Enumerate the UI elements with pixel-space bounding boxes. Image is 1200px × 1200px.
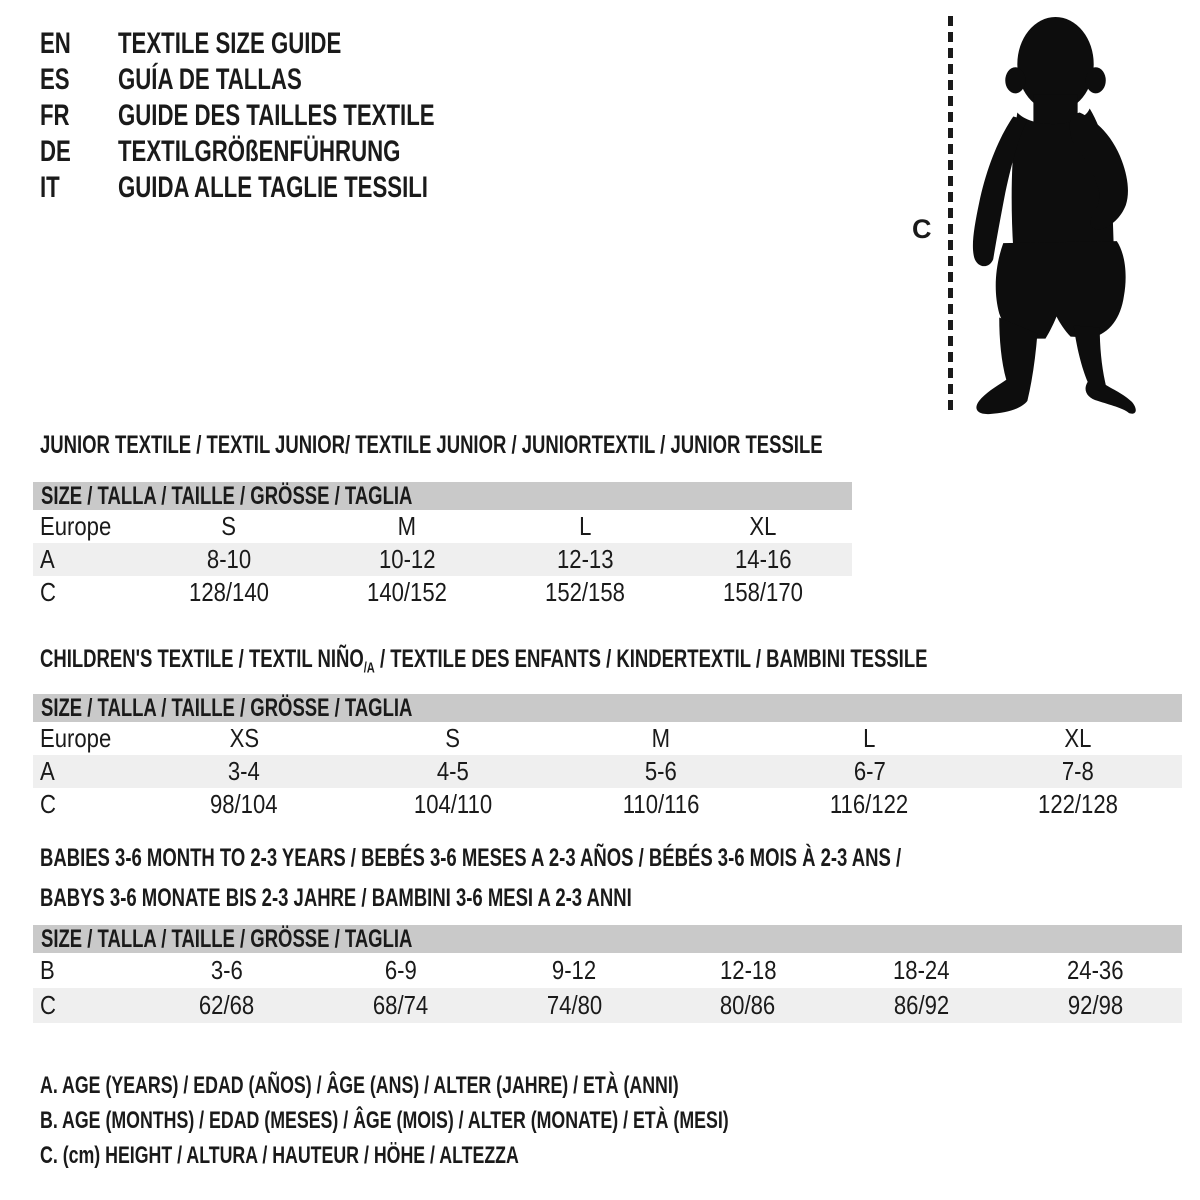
size-cell: M: [651, 723, 671, 753]
lang-title: TEXTILGRÖßENFÜHRUNG: [118, 135, 401, 168]
row-label: A: [40, 544, 55, 574]
legend-line-a: A. AGE (YEARS) / EDAD (AÑOS) / ÂGE (ANS) / ALTER (JAHRE) / ETÀ (ANNI): [40, 1071, 679, 1099]
size-cell: 104/110: [413, 789, 492, 819]
size-cell: 24-36: [1066, 955, 1124, 985]
size-cell: 3-6: [210, 955, 243, 985]
lang-code: DE: [40, 135, 71, 168]
size-cell: 6-9: [384, 955, 417, 985]
size-cell: 10-12: [378, 544, 436, 574]
size-cell: 92/98: [1067, 990, 1123, 1020]
babies-section-title-line1: BABIES 3-6 MONTH TO 2-3 YEARS / BEBÉS 3-6 MESES A 2-3 AÑOS / BÉBÉS 3-6 MOIS À 2-3 ANS /: [40, 844, 902, 872]
size-cell: 7-8: [1061, 756, 1094, 786]
size-cell: 80/86: [720, 990, 776, 1020]
size-cell: M: [397, 511, 417, 541]
size-cell: 116/122: [830, 789, 909, 819]
size-header-band: SIZE / TALLA / TAILLE / GRÖSSE / TAGLIA: [33, 482, 852, 510]
children-size-table: [33, 694, 1182, 821]
size-cell: L: [578, 511, 592, 541]
lang-title: TEXTILE SIZE GUIDE: [118, 27, 342, 60]
lang-row-en: [40, 26, 546, 62]
size-cell: 9-12: [552, 955, 597, 985]
legend-line-c: C. (cm) HEIGHT / ALTURA / HAUTEUR / HÖHE / ALTEZZA: [40, 1141, 519, 1169]
size-cell: 128/140: [189, 577, 269, 607]
size-cell: S: [445, 723, 460, 753]
lang-code: EN: [40, 27, 71, 60]
size-cell: L: [863, 723, 876, 753]
size-cell: S: [221, 511, 237, 541]
toddler-silhouette-icon: [968, 16, 1136, 418]
size-cell: 3-4: [228, 756, 261, 786]
measurement-legend: [40, 1068, 971, 1173]
row-label: C: [40, 990, 56, 1020]
size-header-band: SIZE / TALLA / TAILLE / GRÖSSE / TAGLIA: [33, 694, 1182, 722]
size-cell: 14-16: [734, 544, 792, 574]
height-measure-label: C: [912, 214, 932, 244]
babies-section-title-line2: BABYS 3-6 MONATE BIS 2-3 JAHRE / BAMBINI 3-6 MESI A 2-3 ANNI: [40, 884, 632, 912]
lang-title: GUIDE DES TAILLES TEXTILE: [118, 99, 435, 132]
children-section-title: CHILDREN'S TEXTILE / TEXTIL $NIÑO_{/A}$ / TEXTILE DES ENFANTS / KINDERTEXTIL / BAMBINI TESSILE: [40, 645, 928, 677]
size-cell: XL: [749, 511, 777, 541]
table-row: [33, 543, 852, 576]
row-label: A: [40, 756, 55, 786]
size-cell: 98/104: [210, 789, 279, 819]
table-row: [33, 576, 852, 609]
row-label: Europe: [40, 723, 112, 753]
size-cell: 4-5: [436, 756, 469, 786]
size-cell: 86/92: [893, 990, 950, 1020]
lang-row-fr: [40, 98, 546, 134]
size-cell: 18-24: [893, 955, 950, 985]
size-cell: 122/128: [1037, 789, 1118, 819]
size-cell: 12-13: [556, 544, 614, 574]
table-row: [33, 953, 1182, 988]
junior-size-table: [33, 482, 852, 609]
size-cell: 68/74: [372, 990, 429, 1020]
lang-code: FR: [40, 99, 70, 132]
height-dashed-line: [948, 16, 953, 416]
row-label: C: [40, 789, 56, 819]
lang-row-es: [40, 62, 546, 98]
lang-row-it: [40, 170, 546, 206]
size-cell: 158/170: [723, 577, 803, 607]
size-header-band: SIZE / TALLA / TAILLE / GRÖSSE / TAGLIA: [33, 925, 1182, 953]
table-row: [33, 510, 852, 543]
size-cell: 74/80: [546, 990, 602, 1020]
size-cell: 8-10: [206, 544, 252, 574]
table-row: [33, 988, 1182, 1023]
size-cell: 5-6: [645, 756, 677, 786]
row-label: C: [40, 577, 56, 607]
table-row: [33, 755, 1182, 788]
row-label: B: [40, 955, 55, 985]
language-title-list: [40, 26, 546, 206]
lang-code: ES: [40, 63, 70, 96]
table-row: [33, 722, 1182, 755]
nino-a-subscript: /A: [363, 659, 375, 677]
table-row: [33, 788, 1182, 821]
lang-title: GUÍA DE TALLAS: [118, 63, 302, 96]
lang-code: IT: [40, 171, 60, 204]
size-cell: 6-7: [853, 756, 886, 786]
size-cell: XL: [1064, 723, 1092, 753]
junior-section-title: JUNIOR TEXTILE / TEXTIL JUNIOR/ TEXTILE JUNIOR / JUNIORTEXTIL / JUNIOR TESSILE: [40, 431, 823, 459]
legend-line-b: B. AGE (MONTHS) / EDAD (MESES) / ÂGE (MOIS) / ALTER (MONATE) / ETÀ (MESI): [40, 1106, 729, 1134]
row-label: Europe: [40, 511, 112, 541]
size-cell: 110/116: [622, 789, 700, 819]
lang-title: GUIDA ALLE TAGLIE TESSILI: [118, 171, 428, 204]
size-cell: 140/152: [367, 577, 447, 607]
size-cell: 62/68: [199, 990, 255, 1020]
size-cell: XS: [229, 723, 259, 753]
babies-size-table: [33, 925, 1182, 1023]
lang-row-de: [40, 134, 546, 170]
size-cell: 12-18: [719, 955, 777, 985]
size-cell: 152/158: [545, 577, 625, 607]
